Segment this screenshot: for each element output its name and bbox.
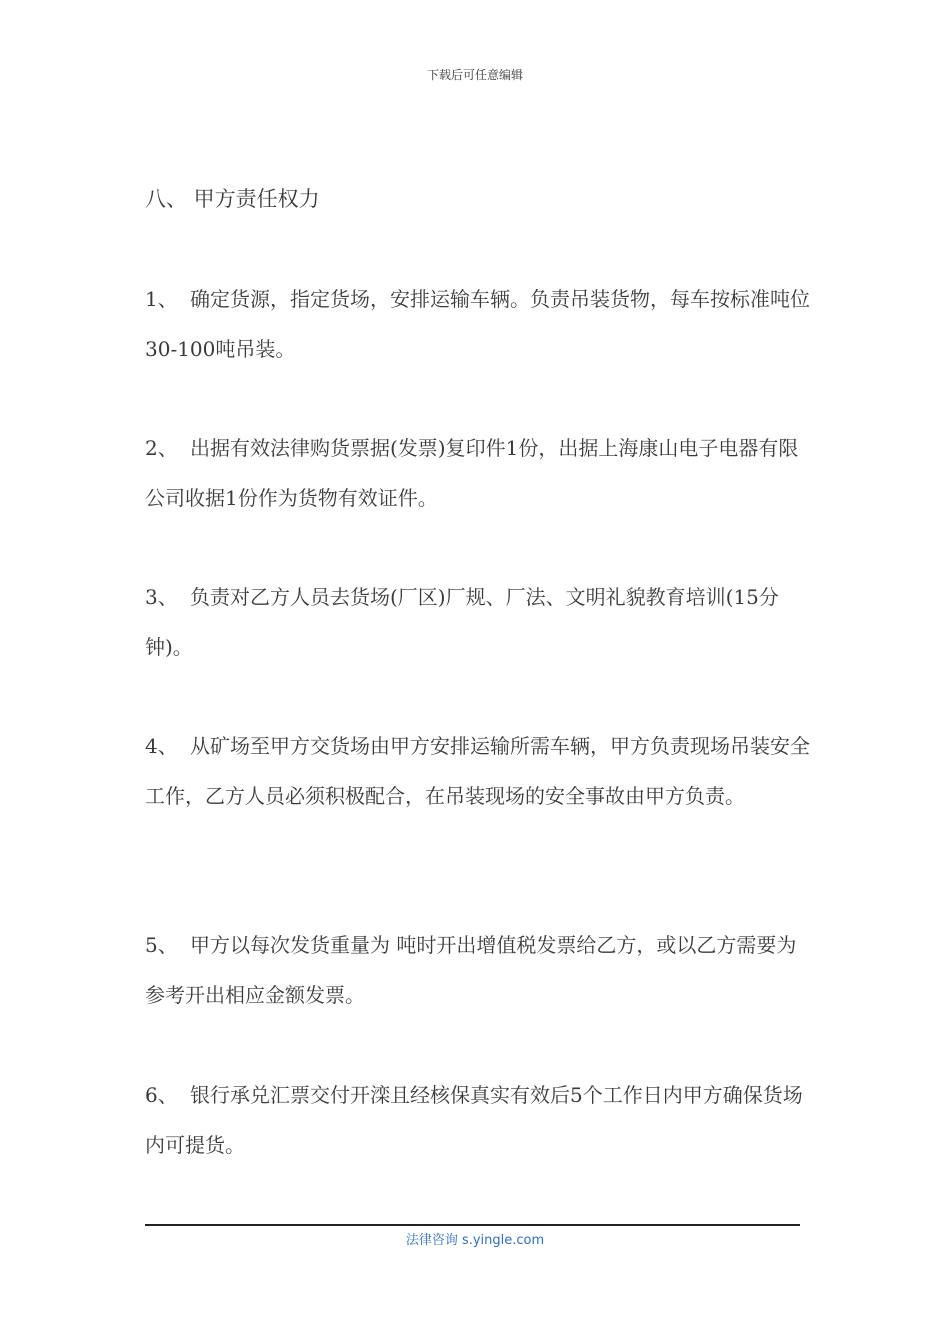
clause-6 (145, 1070, 810, 1170)
section-title: 八、 甲方责任权力 (145, 187, 320, 211)
clause-text: 从矿场至甲方交货场由甲方安排运输所需车辆，甲方负责现场吊装安全工作，乙方人员必须积极配合，在吊装现场的安全事故由甲方负责。 (145, 734, 810, 808)
clause-number: 3、 (145, 585, 178, 609)
clause-number: 2、 (145, 436, 178, 460)
clause-3 (145, 572, 810, 672)
clause-2 (145, 423, 810, 523)
clause-text: 确定货源，指定货场，安排运输车辆。负责吊装货物，每车按标准吨位 30-100吨吊装。 (145, 287, 810, 361)
clause-5 (145, 920, 810, 1020)
footer-link[interactable]: 法律咨询 s.yingle.com (405, 1233, 545, 1248)
clause-text: 银行承兑汇票交付开滦且经核保真实有效后5个工作日内甲方确保货场内可提货。 (145, 1083, 803, 1157)
clause-number: 4、 (145, 734, 178, 758)
clause-number: 5、 (145, 933, 178, 957)
clause-text: 甲方以每次发货重量为 吨时开出增值税发票给乙方，或以乙方需要为参考开出相应金额发票。 (145, 933, 797, 1007)
clause-1 (145, 274, 810, 374)
footer-divider (145, 1224, 800, 1226)
clause-text: 负责对乙方人员去货场(厂区)厂规、厂法、文明礼貌教育培训(15分钟)。 (145, 585, 779, 659)
clause-4 (145, 721, 810, 821)
header-note: 下载后可任意编辑 (426, 68, 523, 82)
clause-text: 出据有效法律购货票据(发票)复印件1份，出据上海康山电子电器有限公司收据1份作为货物有效证件。 (145, 436, 799, 510)
clause-number: 1、 (145, 287, 178, 311)
clause-number: 6、 (145, 1083, 178, 1107)
